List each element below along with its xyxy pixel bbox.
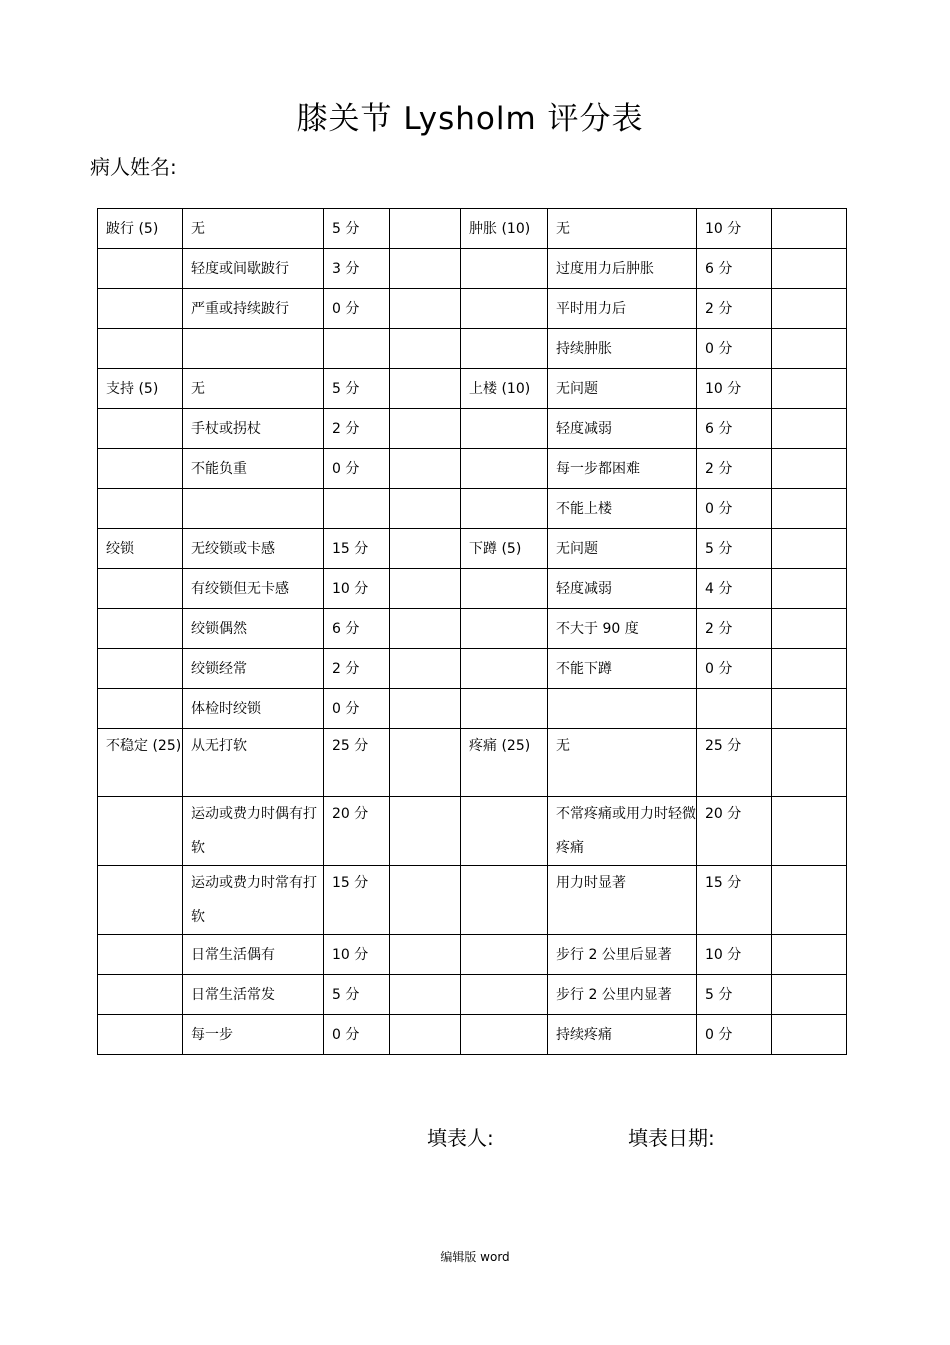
points-cell: 6 分 (697, 409, 772, 449)
table-row (98, 449, 847, 489)
table-row (98, 797, 847, 866)
table-row (98, 209, 847, 249)
mark-cell[interactable] (772, 729, 847, 797)
table-row (98, 569, 847, 609)
mark-cell[interactable] (390, 489, 461, 529)
category-cell (98, 866, 183, 935)
page-title: 膝关节 Lysholm 评分表 (296, 101, 644, 137)
category-cell (98, 649, 183, 689)
points-cell: 0 分 (697, 649, 772, 689)
points-cell (324, 489, 390, 529)
points-cell: 5 分 (324, 209, 390, 249)
mark-cell[interactable] (772, 489, 847, 529)
points-cell: 2 分 (697, 449, 772, 489)
option-cell: 轻度减弱 (548, 409, 697, 449)
mark-cell[interactable] (772, 569, 847, 609)
points-cell: 3 分 (324, 249, 390, 289)
points-cell: 15 分 (324, 866, 390, 935)
option-cell: 无 (548, 209, 697, 249)
mark-cell[interactable] (772, 1015, 847, 1055)
points-cell (324, 329, 390, 369)
option-cell: 有绞锁但无卡感 (183, 569, 324, 609)
points-cell: 20 分 (697, 797, 772, 866)
points-cell: 2 分 (697, 289, 772, 329)
option-cell: 严重或持续跛行 (183, 289, 324, 329)
score-table-body (98, 209, 847, 1055)
table-row (98, 249, 847, 289)
mark-cell[interactable] (390, 209, 461, 249)
patient-name-label: 病人姓名: (90, 155, 177, 179)
option-cell: 绞锁经常 (183, 649, 324, 689)
option-cell: 平时用力后 (548, 289, 697, 329)
category-cell (98, 249, 183, 289)
points-cell: 2 分 (697, 609, 772, 649)
option-cell: 无问题 (548, 529, 697, 569)
points-cell: 25 分 (697, 729, 772, 797)
option-cell: 从无打软 (183, 729, 324, 797)
points-cell: 20 分 (324, 797, 390, 866)
option-cell: 持续疼痛 (548, 1015, 697, 1055)
category-cell (98, 609, 183, 649)
mark-cell[interactable] (390, 249, 461, 289)
points-cell: 15 分 (324, 529, 390, 569)
option-cell: 运动或费力时偶有打软 (183, 797, 324, 866)
mark-cell[interactable] (390, 689, 461, 729)
mark-cell[interactable] (772, 529, 847, 569)
mark-cell[interactable] (390, 369, 461, 409)
table-row (98, 489, 847, 529)
option-cell (183, 329, 324, 369)
mark-cell[interactable] (390, 529, 461, 569)
points-cell: 2 分 (324, 649, 390, 689)
category-cell (461, 797, 548, 866)
points-cell: 5 分 (324, 369, 390, 409)
category-cell (98, 449, 183, 489)
option-cell: 不能负重 (183, 449, 324, 489)
option-cell: 过度用力后肿胀 (548, 249, 697, 289)
category-cell: 肿胀 (10) (461, 209, 548, 249)
category-cell (461, 609, 548, 649)
points-cell: 0 分 (697, 489, 772, 529)
category-cell: 跛行 (5) (98, 209, 183, 249)
points-cell: 10 分 (697, 209, 772, 249)
mark-cell[interactable] (390, 975, 461, 1015)
option-cell: 不常疼痛或用力时轻微疼痛 (548, 797, 697, 866)
table-row (98, 609, 847, 649)
points-cell: 2 分 (324, 409, 390, 449)
category-cell (98, 797, 183, 866)
option-cell: 无绞锁或卡感 (183, 529, 324, 569)
points-cell: 10 分 (697, 935, 772, 975)
mark-cell[interactable] (772, 369, 847, 409)
option-cell: 不能上楼 (548, 489, 697, 529)
category-cell: 疼痛 (25) (461, 729, 548, 797)
table-row (98, 866, 847, 935)
mark-cell[interactable] (390, 569, 461, 609)
option-cell: 每一步 (183, 1015, 324, 1055)
points-cell (697, 689, 772, 729)
option-cell: 无 (183, 369, 324, 409)
option-cell: 日常生活偶有 (183, 935, 324, 975)
category-cell (461, 289, 548, 329)
mark-cell[interactable] (390, 935, 461, 975)
mark-cell[interactable] (772, 609, 847, 649)
mark-cell[interactable] (772, 649, 847, 689)
category-cell: 上楼 (10) (461, 369, 548, 409)
table-row (98, 329, 847, 369)
option-cell: 步行 2 公里后显著 (548, 935, 697, 975)
mark-cell[interactable] (390, 729, 461, 797)
points-cell: 0 分 (697, 329, 772, 369)
mark-cell[interactable] (390, 329, 461, 369)
points-cell: 10 分 (324, 569, 390, 609)
category-cell: 绞锁 (98, 529, 183, 569)
points-cell: 10 分 (324, 935, 390, 975)
mark-cell[interactable] (390, 797, 461, 866)
table-row (98, 729, 847, 797)
points-cell: 6 分 (697, 249, 772, 289)
points-cell: 25 分 (324, 729, 390, 797)
category-cell: 下蹲 (5) (461, 529, 548, 569)
mark-cell[interactable] (772, 449, 847, 489)
option-cell: 持续肿胀 (548, 329, 697, 369)
category-cell (98, 1015, 183, 1055)
mark-cell[interactable] (772, 935, 847, 975)
option-cell: 无 (548, 729, 697, 797)
option-cell: 手杖或拐杖 (183, 409, 324, 449)
option-cell: 日常生活常发 (183, 975, 324, 1015)
points-cell: 0 分 (324, 289, 390, 329)
category-cell (98, 569, 183, 609)
points-cell: 0 分 (324, 689, 390, 729)
filler-label: 填表人: (427, 1126, 494, 1150)
points-cell: 5 分 (697, 975, 772, 1015)
category-cell (98, 289, 183, 329)
mark-cell[interactable] (390, 449, 461, 489)
category-cell (98, 689, 183, 729)
mark-cell[interactable] (772, 409, 847, 449)
mark-cell[interactable] (390, 289, 461, 329)
table-row (98, 369, 847, 409)
category-cell (461, 409, 548, 449)
mark-cell[interactable] (772, 249, 847, 289)
points-cell: 5 分 (324, 975, 390, 1015)
category-cell (461, 489, 548, 529)
table-row (98, 649, 847, 689)
lysholm-score-table (97, 208, 847, 1055)
mark-cell[interactable] (772, 689, 847, 729)
category-cell (461, 329, 548, 369)
mark-cell[interactable] (390, 1015, 461, 1055)
category-cell (461, 649, 548, 689)
points-cell: 0 分 (697, 1015, 772, 1055)
option-cell: 轻度减弱 (548, 569, 697, 609)
table-row (98, 689, 847, 729)
option-cell: 不大于 90 度 (548, 609, 697, 649)
table-row (98, 289, 847, 329)
category-cell (461, 935, 548, 975)
category-cell (461, 866, 548, 935)
option-cell: 体检时绞锁 (183, 689, 324, 729)
table-row (98, 935, 847, 975)
category-cell: 支持 (5) (98, 369, 183, 409)
mark-cell[interactable] (772, 797, 847, 866)
mark-cell[interactable] (390, 649, 461, 689)
mark-cell[interactable] (772, 866, 847, 935)
watermark-text: 编辑版 word (440, 1250, 510, 1264)
category-cell (461, 249, 548, 289)
table-row (98, 529, 847, 569)
mark-cell[interactable] (390, 609, 461, 649)
mark-cell[interactable] (772, 209, 847, 249)
category-cell (98, 489, 183, 529)
option-cell: 不能下蹲 (548, 649, 697, 689)
table-row (98, 1015, 847, 1055)
mark-cell[interactable] (772, 975, 847, 1015)
category-cell (461, 569, 548, 609)
option-cell: 每一步都困难 (548, 449, 697, 489)
category-cell (461, 689, 548, 729)
table-row (98, 409, 847, 449)
category-cell (461, 449, 548, 489)
points-cell: 4 分 (697, 569, 772, 609)
table-row (98, 975, 847, 1015)
category-cell (461, 1015, 548, 1055)
points-cell: 6 分 (324, 609, 390, 649)
option-cell (183, 489, 324, 529)
points-cell: 5 分 (697, 529, 772, 569)
category-cell: 不稳定 (25) (98, 729, 183, 797)
mark-cell[interactable] (772, 289, 847, 329)
points-cell: 10 分 (697, 369, 772, 409)
category-cell (98, 329, 183, 369)
points-cell: 15 分 (697, 866, 772, 935)
fill-date-label: 填表日期: (628, 1126, 715, 1150)
option-cell: 运动或费力时常有打软 (183, 866, 324, 935)
mark-cell[interactable] (390, 409, 461, 449)
option-cell: 无 (183, 209, 324, 249)
category-cell (98, 975, 183, 1015)
mark-cell[interactable] (390, 866, 461, 935)
category-cell (98, 935, 183, 975)
option-cell: 用力时显著 (548, 866, 697, 935)
option-cell: 无问题 (548, 369, 697, 409)
option-cell: 绞锁偶然 (183, 609, 324, 649)
points-cell: 0 分 (324, 1015, 390, 1055)
points-cell: 0 分 (324, 449, 390, 489)
mark-cell[interactable] (772, 329, 847, 369)
option-cell (548, 689, 697, 729)
category-cell (98, 409, 183, 449)
category-cell (461, 975, 548, 1015)
option-cell: 步行 2 公里内显著 (548, 975, 697, 1015)
option-cell: 轻度或间歇跛行 (183, 249, 324, 289)
